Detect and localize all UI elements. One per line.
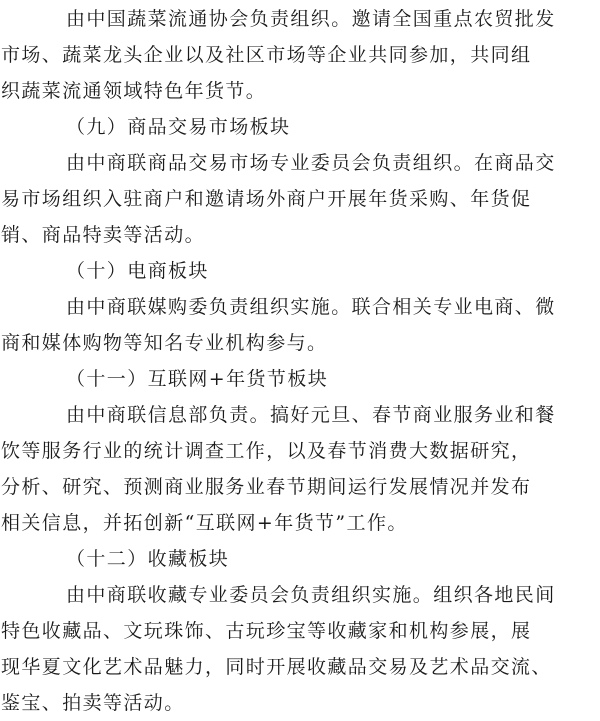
paragraph-line: 特色收藏品、文玩珠饰、古玩珍宝等收藏家和机构参展，展 — [1, 620, 532, 642]
paragraph-line: 销、商品特卖等活动。 — [1, 224, 206, 246]
section-heading-9: （九）商品交易市场板块 — [66, 116, 291, 138]
paragraph-line: 由中商联商品交易市场专业委员会负责组织。在商品交 — [66, 152, 556, 174]
paragraph-line: 分析、研究、预测商业服务业春节期间运行发展情况并发布 — [1, 476, 532, 498]
section-heading-10: （十）电商板块 — [66, 260, 209, 282]
paragraph-line: 饮等服务行业的统计调查工作，以及春节消费大数据研究， — [1, 440, 532, 462]
paragraph-line: 相关信息，并拓创新“互联网+年货节”工作。 — [1, 512, 408, 534]
section-heading-11: （十一）互联网+年货节板块 — [66, 368, 329, 390]
paragraph-line: 由中商联收藏专业委员会负责组织实施。组织各地民间 — [66, 584, 556, 606]
paragraph-line: 鉴宝、拍卖等活动。 — [1, 692, 185, 714]
paragraph-line: 由中国蔬菜流通协会负责组织。邀请全国重点农贸批发 — [66, 8, 556, 30]
paragraph-line: 织蔬菜流通领域特色年货节。 — [1, 80, 267, 102]
paragraph-line: 由中商联媒购委负责组织实施。联合相关专业电商、微 — [66, 296, 556, 318]
paragraph-line: 现华夏文化艺术品魅力，同时开展收藏品交易及艺术品交流、 — [1, 656, 552, 678]
paragraph-line: 商和媒体购物等知名专业机构参与。 — [1, 332, 328, 354]
paragraph-line: 由中商联信息部负责。搞好元旦、春节商业服务业和餐 — [66, 404, 556, 426]
section-heading-12: （十二）收藏板块 — [66, 548, 230, 570]
paragraph-line: 易市场组织入驻商户和邀请场外商户开展年货采购、年货促 — [1, 188, 532, 210]
paragraph-line: 市场、蔬菜龙头企业以及社区市场等企业共同参加，共同组 — [1, 44, 532, 66]
